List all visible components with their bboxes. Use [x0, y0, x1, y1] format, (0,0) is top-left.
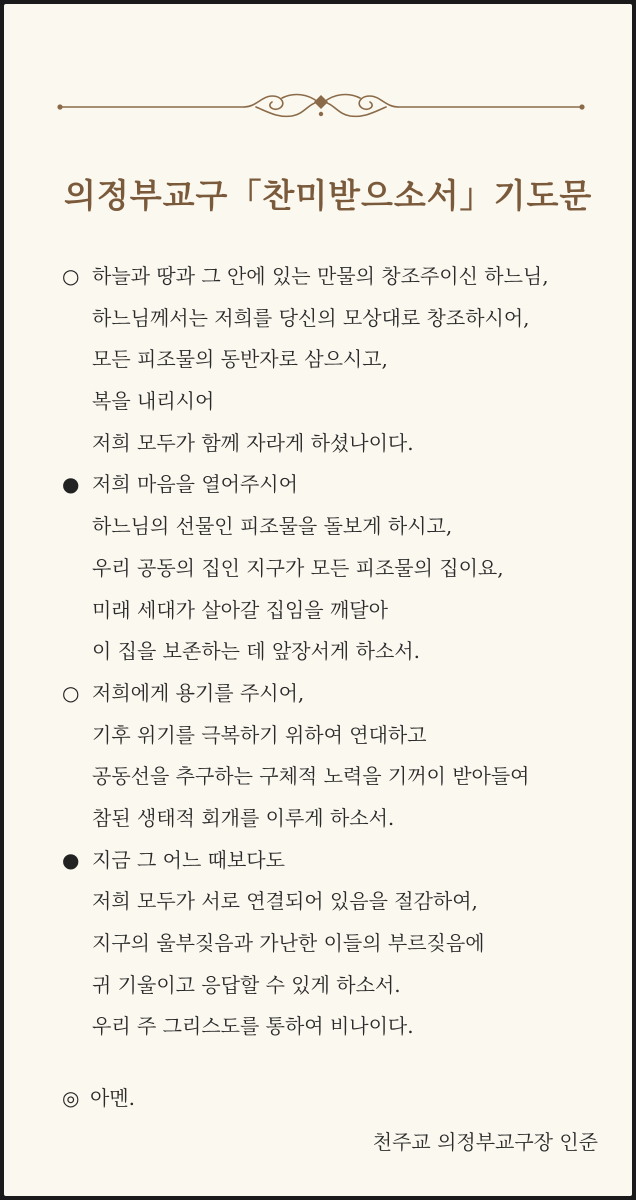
stanza-line: 모든 피조물의 동반자로 삼으시고,: [92, 347, 388, 372]
stanza-line: ● 저희 마음을 열어주시어: [62, 464, 622, 506]
stanza-line: ○ 하늘과 땅과 그 안에 있는 만물의 창조주이신 하느님,: [62, 256, 622, 298]
amen-line: ◎ 아멘.: [62, 1086, 135, 1110]
stanza-line: 귀 기울이고 응답할 수 있게 하소서.: [92, 972, 401, 997]
stanza-line: 참된 생태적 회개를 이루게 하소서.: [92, 805, 395, 830]
filled-circle-icon: ●: [62, 847, 80, 872]
open-circle-icon: ○: [62, 264, 80, 288]
stanza-line: 저희 모두가 서로 연결되어 있음을 절감하여,: [92, 889, 478, 914]
stanza-line: 하느님의 선물인 피조물을 돌보게 하시고,: [92, 514, 453, 539]
open-circle-icon: ○: [62, 680, 80, 705]
double-circle-icon: ◎: [62, 1086, 80, 1110]
stanza-line: ● 지금 그 어느 때보다도: [62, 840, 622, 882]
stanza-line: 이 집을 보존하는 데 앞장서게 하소서.: [92, 639, 420, 664]
stanza-line: 미래 세대가 살아갈 집임을 깨달아: [92, 597, 388, 622]
stanza-line: 공동선을 추구하는 구체적 노력을 기꺼이 받아들여: [92, 764, 530, 789]
stanza-line: ○ 저희에게 용기를 주시어,: [62, 673, 622, 715]
approval-note: 천주교 의정부교구장 인준: [372, 1130, 598, 1154]
prayer-body: [62, 256, 622, 1048]
filled-circle-icon: ●: [62, 472, 80, 497]
stanza-line: 기후 위기를 극복하기 위하여 연대하고: [92, 722, 427, 747]
stanza-line: 지구의 울부짖음과 가난한 이들의 부르짖음에: [92, 931, 485, 955]
flourish-divider-icon: [56, 90, 586, 124]
stanza-line: 우리 주 그리스도를 통하여 비나이다.: [92, 1014, 414, 1039]
stanza-line: 저희 모두가 함께 자라게 하셨나이다.: [92, 430, 414, 455]
stanza-line: 복을 내리시어: [92, 389, 215, 414]
page-title: 의정부교구「찬미받으소서」기도문: [64, 176, 593, 215]
stanza-line: 하느님께서는 저희를 당신의 모상대로 창조하시어,: [92, 305, 530, 330]
stanza-line: 우리 공동의 집인 지구가 모든 피조물의 집이요,: [92, 555, 504, 580]
prayer-card: [4, 4, 632, 1196]
